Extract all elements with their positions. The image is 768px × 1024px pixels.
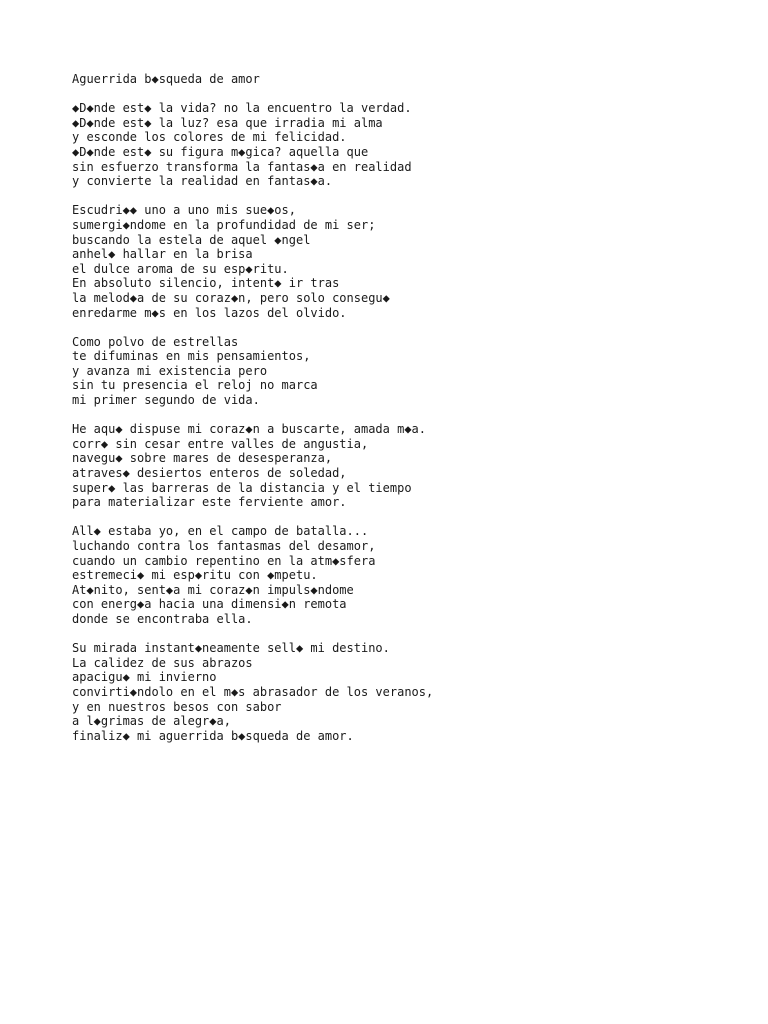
poem-title: Aguerrida b◆squeda de amor <box>72 72 260 86</box>
poem-line: para materializar este ferviente amor. <box>72 495 347 510</box>
stanza <box>72 203 732 320</box>
poem-line: navegu◆ sobre mares de desesperanza, <box>72 451 333 466</box>
poem-line: buscando la estela de aquel ◆ngel <box>72 232 311 247</box>
poem-line: la melod◆a de su coraz◆n, pero solo consegu◆ <box>72 290 390 305</box>
poem-line: te difuminas en mis pensamientos, <box>72 349 311 364</box>
poem-body <box>72 101 732 743</box>
poem-line: atraves◆ desiertos enteros de soledad, <box>72 466 347 481</box>
poem-line: super◆ las barreras de la distancia y el tiempo <box>72 480 412 495</box>
poem-line: y convierte la realidad en fantas◆a. <box>72 174 333 189</box>
stanza <box>72 101 732 189</box>
poem-line: corr◆ sin cesar entre valles de angustia, <box>72 436 369 451</box>
poem-line: y avanza mi existencia pero <box>72 363 268 378</box>
poem-line: luchando contra los fantasmas del desamor, <box>72 539 376 553</box>
poem-line: con energ◆a hacia una dimensi◆n remota <box>72 597 347 612</box>
poem-line: Como polvo de estrellas <box>72 334 239 349</box>
poem-line: y en nuestros besos con sabor <box>72 699 282 714</box>
poem-line: La calidez de sus abrazos <box>72 655 253 670</box>
poem-line: anhel◆ hallar en la brisa <box>72 247 253 262</box>
poem-line: sumergi◆ndome en la profundidad de mi ser; <box>72 217 376 232</box>
poem-line: el dulce aroma de su esp◆ritu. <box>72 261 289 276</box>
poem-line: sin tu presencia el reloj no marca <box>72 378 318 393</box>
poem-line: a l◆grimas de alegr◆a, <box>72 714 231 729</box>
stanza <box>72 422 732 510</box>
poem-line: ◆D◆nde est◆ su figura m◆gica? aquella que <box>72 144 369 159</box>
stanza <box>72 524 732 626</box>
stanza <box>72 641 732 743</box>
poem-line: enredarme m◆s en los lazos del olvido. <box>72 305 347 320</box>
poem-line: He aqu◆ dispuse mi coraz◆n a buscarte, amada m◆a. <box>72 422 427 437</box>
poem-line: convirti◆ndolo en el m◆s abrasador de los veranos, <box>72 684 434 699</box>
poem-line: estremeci◆ mi esp◆ritu con ◆mpetu. <box>72 568 318 583</box>
poem-line: Su mirada instant◆neamente sell◆ mi destino. <box>72 641 390 656</box>
poem-line: Escudri◆◆ uno a uno mis sue◆os, <box>72 203 296 218</box>
poem-line: finaliz◆ mi aguerrida b◆squeda de amor. <box>72 728 354 743</box>
stanza <box>72 335 732 408</box>
poem-line: apacigu◆ mi invierno <box>72 670 217 685</box>
poem-line: mi primer segundo de vida. <box>72 393 260 408</box>
poem-line: donde se encontraba ella. <box>72 611 253 626</box>
poem-line: cuando un cambio repentino en la atm◆sfera <box>72 553 376 568</box>
poem-line: En absoluto silencio, intent◆ ir tras <box>72 276 340 291</box>
poem-line: ◆D◆nde est◆ la luz? esa que irradia mi alma <box>72 115 383 130</box>
poem-line: All◆ estaba yo, en el campo de batalla... <box>72 524 369 539</box>
document-page <box>72 72 732 758</box>
poem-line: y esconde los colores de mi felicidad. <box>72 130 347 145</box>
poem-line: At◆nito, sent◆a mi coraz◆n impuls◆ndome <box>72 582 354 597</box>
poem-line: ◆D◆nde est◆ la vida? no la encuentro la verdad. <box>72 101 412 116</box>
poem-line: sin esfuerzo transforma la fantas◆a en realidad <box>72 159 412 174</box>
